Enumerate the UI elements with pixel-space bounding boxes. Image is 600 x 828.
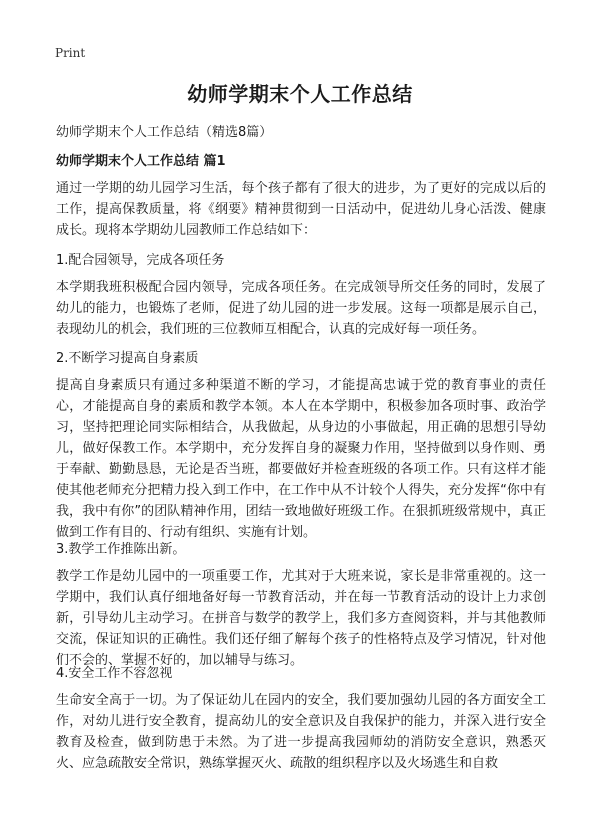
section-2-text: 提高自身素质只有通过多种渠道不断的学习，才能提高忠诚于党的教育事业的责任心，才能提高自身的素质和教学本领。本人在本学期中，积极参加各项时事、政治学习，坚持把理论同实际相结合，从我做起，从身边的小事做起，用正确的思想引导幼儿，做好保教工作。本学期中，充分发挥自身的凝聚力作用，坚持做到以身作则、勇于奉献、勤勤恳恳，无论是否当班，都要做好并检查班级的各项工作。只有这样才能使其他老师充分把精力投入到工作中，在工作中从不计较个人得失，充分发挥“你中有我，我中有你”的团队精神作用，团结一致地做好班级工作。在狠抓班级常规中，真正做到工作有目的、行动有组织、实施有计划。 (56, 378, 546, 540)
document-subtitle: 幼师学期末个人工作总结（精选8篇） (56, 125, 273, 140)
print-label[interactable]: Print (55, 46, 86, 60)
section-1-heading: 1.配合园领导，完成各项任务 (56, 253, 225, 268)
section-2-heading: 2.不断学习提高自身素质 (56, 351, 199, 366)
section-4-text: 生命安全高于一切。为了保证幼儿在园内的安全，我们要加强幼儿园的各方面安全工作，对幼儿进行安全教育，提高幼儿的安全意识及自我保护的能力，并深入进行安全教育及检查，做到防患于未然。为了进一步提高我园师幼的消防安全意识，熟悉灭火、应急疏散安全常识，熟练掌握灭火、疏散的组织程序以及火场逃生和自救 (56, 693, 546, 771)
section-4-heading: 4.安全工作不容忽视 (56, 666, 173, 681)
intro-paragraph: 通过一学期的幼儿园学习生活，每个孩子都有了很大的进步，为了更好的完成以后的工作，提高保教质量，将《纲要》精神贯彻到一日活动中，促进幼儿身心活泼、健康成长。现将本学期幼儿园教师工作总结如下： (56, 181, 546, 238)
section-3-text: 教学工作是幼儿园中的一项重要工作，尤其对于大班来说，家长是非常重视的。这一学期中，我们认真仔细地备好每一节教育活动，并在每一节教育活动的设计上力求创新，引导幼儿主动学习。在拼音与数学的教学上，我们多方查阅资料，并与其他教师交流，保证知识的正确性。我们还仔细了解每个孩子的性格特点及学习情况，针对他们不会的、掌握不好的，加以辅导与练习。 (56, 569, 546, 668)
page-title: 幼师学期末个人工作总结 (187, 82, 413, 106)
section-1-text: 本学期我班积极配合园内领导，完成各项任务。在完成领导所交任务的同时，发展了幼儿的能力，也锻炼了老师，促进了幼儿园的进一步发展。这每一项都是展示自己，表现幼儿的机会，我们班的三位教师互相配合，认真的完成好每一项任务。 (56, 280, 546, 337)
section-3-heading: 3.教学工作推陈出新。 (56, 542, 186, 557)
section-heading: 幼师学期末个人工作总结 篇1 (56, 154, 226, 169)
